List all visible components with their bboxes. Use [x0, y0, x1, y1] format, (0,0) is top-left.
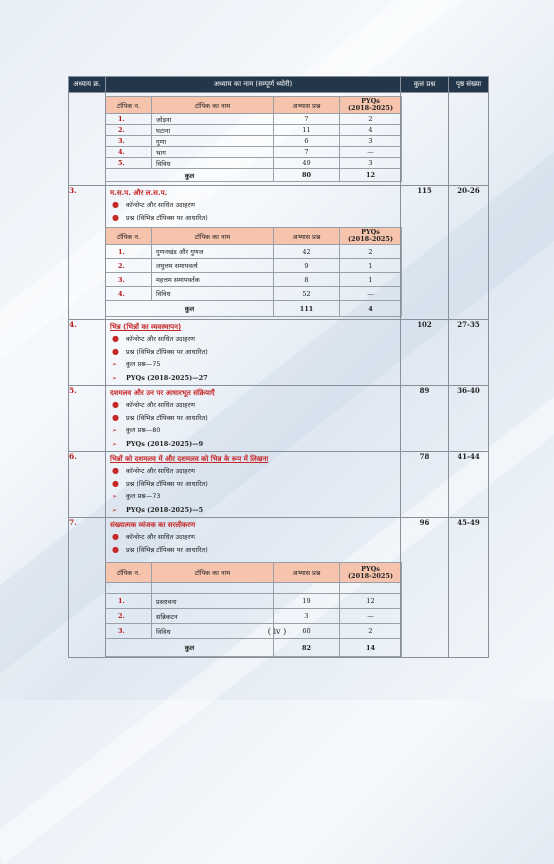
- table-row: 1. गुणनखंड और गुणज 42 2: [106, 245, 402, 259]
- table-row: 2. सन्निकटन 3 —: [106, 609, 402, 624]
- table-row: 1. प्रस्तावना 19 12: [106, 594, 402, 609]
- chapter-row-4: [69, 320, 489, 386]
- chapter-pages: 36-40: [449, 386, 489, 452]
- sub-header-pyq: PYQs (2018-2025): [340, 563, 402, 583]
- chapter-number: 6.: [69, 452, 106, 518]
- chapter-total-questions: 78: [401, 452, 449, 518]
- topic-table-chapter-3: [105, 227, 402, 317]
- chapter-pages: 20-26: [449, 186, 489, 320]
- sub-header-name: टॉपिक का नाम: [152, 563, 274, 583]
- total-row: कुल 80 12: [106, 169, 402, 182]
- list-item: ● कॉन्सेप्ट और साधित उदाहरण: [112, 333, 400, 346]
- contents-page: [68, 76, 488, 658]
- table-row: 3. महत्तम समापवर्तक 8 1: [106, 273, 402, 287]
- list-item: ● प्रश्न (विभिन्न टॉपिक्स पर आधारित): [112, 346, 400, 359]
- header-page-numbers: पृष्ठ संख्या: [449, 77, 489, 93]
- bullet-icon: ●: [112, 412, 119, 422]
- chapter-row-2: [69, 93, 489, 186]
- chapter-total-questions: 96: [401, 518, 449, 658]
- table-row: 1. जोड़ना 7 2: [106, 114, 402, 125]
- bullet-icon: ●: [112, 334, 119, 343]
- list-item: ● प्रश्न (विभिन्न टॉपिक्स पर आधारित): [112, 478, 400, 491]
- total-row: कुल 82 14: [106, 639, 402, 657]
- contents-header-row: [69, 77, 489, 93]
- list-item: ➢ कुल प्रश्न—73: [112, 490, 400, 504]
- chapter-number: 3.: [69, 186, 106, 320]
- list-item: ➢ PYQs (2018-2025)—9: [112, 438, 400, 452]
- chapter-number: 4.: [69, 320, 106, 386]
- bullet-icon: ●: [112, 532, 119, 541]
- list-item: ● कॉन्सेप्ट और साधित उदाहरण: [112, 531, 400, 544]
- list-item: ● प्रश्न (विभिन्न टॉपिक्स पर आधारित): [112, 544, 400, 557]
- chapter-pages: 41-44: [449, 452, 489, 518]
- page-number: ( iv ): [267, 627, 287, 636]
- sub-header-practice: अभ्यास प्रश्न: [274, 97, 340, 114]
- table-row: 5. विविध 49 3: [106, 158, 402, 169]
- chapter-total-questions: 89: [401, 386, 449, 452]
- list-item: ➢ कुल प्रश्न—75: [112, 358, 400, 372]
- bullet-icon: ●: [112, 200, 119, 209]
- sub-header-practice: अभ्यास प्रश्न: [274, 563, 340, 583]
- list-item: ● कॉन्सेप्ट और साधित उदाहरण: [112, 465, 400, 478]
- arrow-icon: ➢: [112, 374, 118, 382]
- arrow-icon: ➢: [112, 493, 118, 500]
- header-total-questions: कुल प्रश्न: [401, 77, 449, 93]
- chapter-pages: 45-49: [449, 518, 489, 658]
- chapter-title: दशमलव और उन पर आधारभूत संक्रियाएँ: [110, 389, 215, 397]
- bullet-icon: ●: [112, 400, 119, 409]
- chapter-number: 5.: [69, 386, 106, 452]
- topic-table-chapter-2: [105, 96, 402, 182]
- bullet-icon: ●: [112, 212, 119, 222]
- chapter-title: भिन्नों को दशमलव में और दशमलव को भिन्न के रूप में लिखना: [110, 455, 269, 463]
- chapter-row-5: [69, 386, 489, 452]
- table-row: 2. घटाना 11 4: [106, 125, 402, 136]
- chapter-items: [106, 531, 400, 556]
- list-item: ● कॉन्सेप्ट और साधित उदाहरण: [112, 399, 400, 412]
- arrow-icon: ➢: [112, 361, 118, 368]
- table-row: 4. विविध 52 —: [106, 287, 402, 301]
- chapter-pages: 27-35: [449, 320, 489, 386]
- bullet-icon: ●: [112, 346, 119, 356]
- chapter-row-3: [69, 186, 489, 320]
- chapter-items: [106, 399, 400, 451]
- table-row: 3. गुणा 6 3: [106, 136, 402, 147]
- sub-header-pyq: PYQs (2018-2025): [340, 97, 402, 114]
- header-chapter-name: अध्याय का नाम (सम्पूर्ण थ्योरी): [106, 77, 401, 93]
- chapter-items: [106, 333, 400, 385]
- chapter-row-6: [69, 452, 489, 518]
- list-item: ● कॉन्सेप्ट और साधित उदाहरण: [112, 199, 400, 212]
- table-row: 4. भाग 7 —: [106, 147, 402, 158]
- chapter-title: म.स.प. और ल.स.प.: [110, 189, 168, 197]
- total-row: कुल 111 4: [106, 301, 402, 317]
- sub-header-practice: अभ्यास प्रश्न: [274, 228, 340, 245]
- chapter-items: [106, 199, 400, 224]
- arrow-icon: ➢: [112, 427, 118, 434]
- table-row: 3. विविध 60 2: [106, 624, 402, 639]
- sub-header-name: टॉपिक का नाम: [152, 97, 274, 114]
- list-item: ➢ PYQs (2018-2025)—27: [112, 372, 400, 386]
- bullet-icon: ●: [112, 544, 119, 554]
- sub-header-sn: टॉपिक न.: [106, 228, 152, 245]
- arrow-icon: ➢: [112, 440, 118, 448]
- list-item: ➢ कुल प्रश्न—80: [112, 424, 400, 438]
- chapter-items: [106, 465, 400, 517]
- table-row: 2. लघुत्तम समापवर्त्य 9 1: [106, 259, 402, 273]
- header-chapter-no: अध्याय क्र.: [69, 77, 106, 93]
- chapter-total-questions: 102: [401, 320, 449, 386]
- chapter-number: 7.: [69, 518, 106, 658]
- bullet-icon: ●: [112, 466, 119, 475]
- sub-header-pyq: PYQs (2018-2025): [340, 228, 402, 245]
- list-item: ➢ PYQs (2018-2025)—5: [112, 504, 400, 518]
- sub-header-sn: टॉपिक न.: [106, 563, 152, 583]
- chapter-total-questions: 115: [401, 186, 449, 320]
- sub-header-name: टॉपिक का नाम: [152, 228, 274, 245]
- contents-table: [68, 76, 489, 658]
- chapter-title: संख्यात्मक व्यंजक का सरलीकरण: [110, 521, 196, 529]
- sub-header-sn: टॉपिक न.: [106, 97, 152, 114]
- bullet-icon: ●: [112, 478, 119, 488]
- list-item: ● प्रश्न (विभिन्न टॉपिक्स पर आधारित): [112, 412, 400, 425]
- arrow-icon: ➢: [112, 506, 118, 514]
- topic-table-chapter-7: [105, 562, 402, 657]
- chapter-title: भिन्न (भिन्नों का व्यवस्थापन): [110, 323, 182, 331]
- list-item: ● प्रश्न (विभिन्न टॉपिक्स पर आधारित): [112, 212, 400, 225]
- chapter-row-7: [69, 518, 489, 658]
